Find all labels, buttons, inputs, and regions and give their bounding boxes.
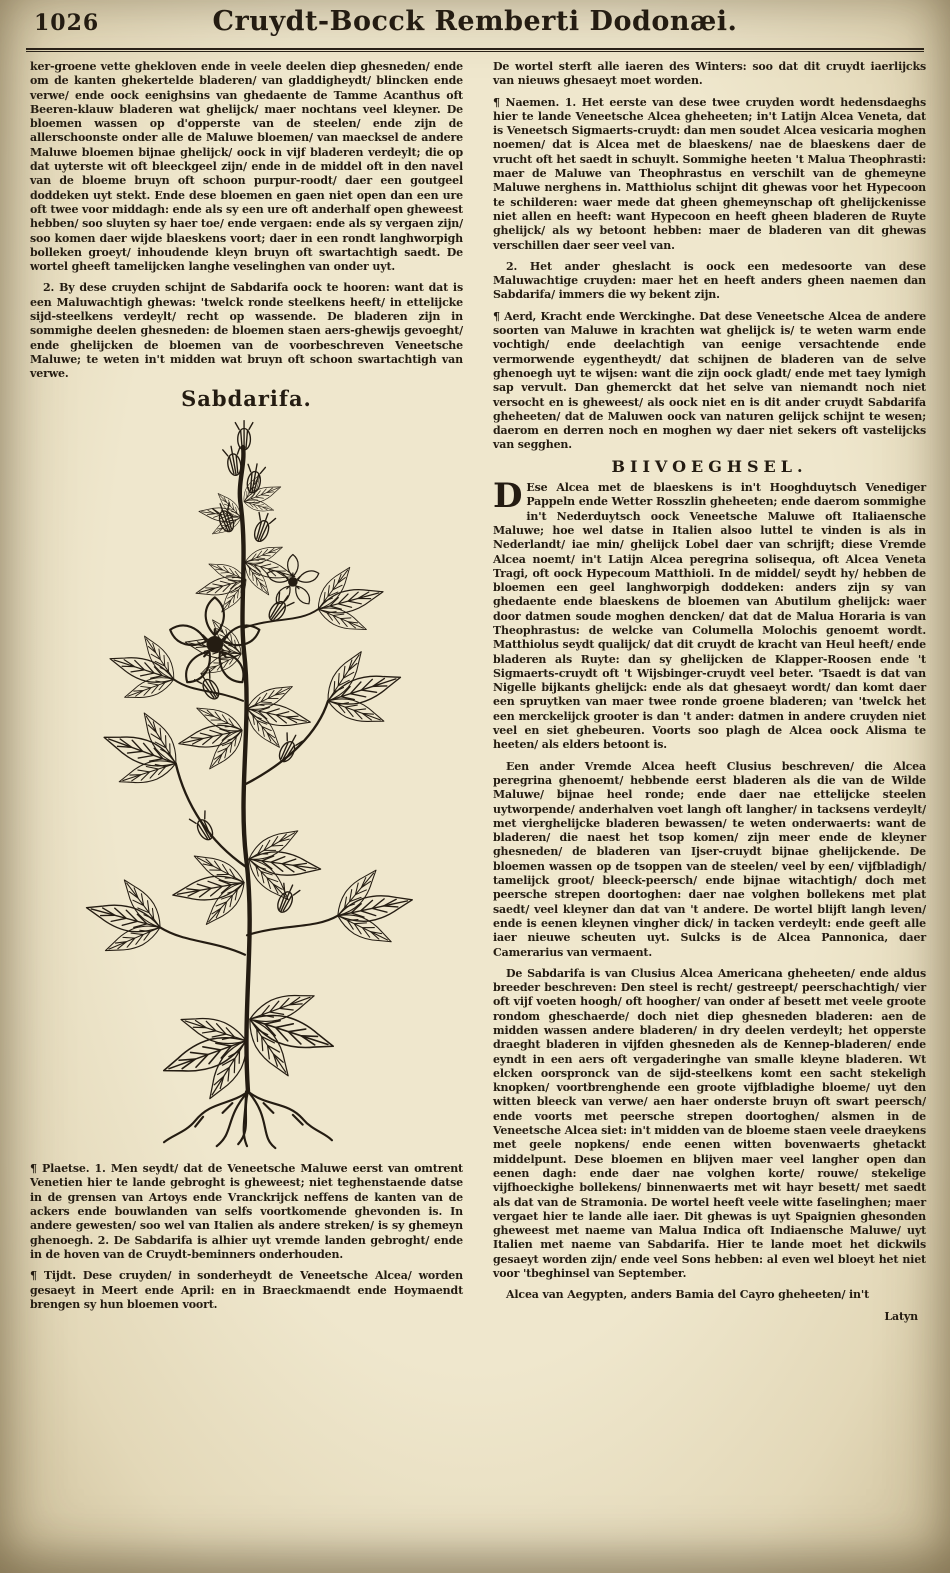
paragraph-last-line: Alcea van Aegypten, anders Bamia del Cayro gheheeten/ in't bbox=[506, 1288, 870, 1302]
paragraph-sabdarifa-description: 2. By dese cruyden schijnt de Sabdarifa oock te hooren: want dat is een Maluwachtigh ghewas: 'twelck ronde steelkens heeft/ in ettelijcke sijd-steelkens verdeylt/ recht op wassende. De bladeren zijn in sommighe deelen ghesneden: de bloemen staen aers-ghewijs gevoeght/ ende ghelijcken de bloemen van de voorbeschreven Veneetsche Maluwe; te weten in't midden wat bruyn oft schoon swartachtigh van verwe. bbox=[30, 281, 463, 381]
page-header bbox=[0, 0, 950, 46]
figure-caption: Sabdarifa. bbox=[181, 385, 312, 411]
left-column bbox=[30, 60, 463, 1324]
right-column bbox=[493, 60, 926, 1324]
page-number: 1026 bbox=[34, 10, 100, 36]
bijvoeghsel-heading: BIIVOEGHSEL. bbox=[611, 456, 808, 476]
paragraph-description-continued: ker-groene vette ghekloven ende in veele deelen diep ghesneden/ ende om de kanten ghekertelde bladeren/ van gladdigheydt/ blincken ende verwe/ ende oock eenighsins van ghedaente de Tamme Acanthus oft Beeren-klauw bladeren wat ghelijck/ maer nochtans veel kleyner. De bloemen wassen op d'opperste van de steelen/ ende zijn de allerschoonste onder alle de Maluwe bloemen/ van maecksel de andere Maluwe bloemen bijnae ghelijck/ oock in vijf bladeren verdeylt; die op dat uyterste wit oft bleeckgeel zijn/ ende in de middel oft in den navel van de bloeme bruyn oft schoon purpur-roodt/ daer een goutgeel doddeken uyt stekt. Ende dese bloemen en gaen niet open dan een ure oft twee voor middagh: ende als sy een ure oft anderhalf open gheweest hebben/ soo sluyten sy haer toe/ ende vergaen: ende als sy vergaen zijn/ soo komen daer wijde blaeskens voort; daer in een rondt langhworpigh bolleken groeyt/ inhoudende kleyn bruyn oft swartachtigh saedt. De wortel gheeft tamelijcken langhe veselinghen van onder uyt. bbox=[30, 60, 463, 274]
bijvoeghsel-1-text: Ese Alcea met de blaeskens is in't Hooghduytsch Venediger Pappeln ende Wetter Rosszlin gheheeten; ende daerom sommighe in't Nederduytsch oock Veneetsche Maluwe oft Italiaensche Maluwe; hoe wel datse in Italien alsoo luttel te vinden is als in Nederlandt/ iae min/ ghelijck Lobel daer van schrijft; diese Vremde Alcea noemt/ in't Latijn Alcea peregrina solisequa, oft Alcea Veneta Tragi, oft oock Hypecoum Matthioli. In de middel/ seydt hy/ hebben de bloemen een geel langhworpigh doddeken: anders zijn sy van ghedaente ende blaeskens de bloemen van Abutilum ghelijck: waer door datmen soude moghen dencken/ dat dat de Malua Horaria is van Theophrastus: de welcke van Columella Molochis genoemt wordt. Matthiolus seydt qualijck/ dat dit cruydt de kracht van Heul heeft/ ende bladeren als Ruyte: dan sy ghelijcken de Klapper-Roosen ende 't Sigmaerts-cruydt oft 't Wijsbinger-cruydt veel beter. 'Tsaedt is dat van Nigelle bijkants ghelijck: ende als dat ghesaeyt wordt/ dan komt daer een spruytken van maer twee ronde groene bladeren; van 'twelck het een merckelijck grooter is dan 't ander: datmen in andere cruyden niet veel en siet ghebeuren. Voorts soo plagh de Alcea oock Alisma te heeten/ als elders betoont is. bbox=[493, 481, 926, 752]
paragraph-aerd-kracht: ¶ Aerd, Kracht ende Werckinghe. Dat dese Veneetsche Alcea de andere soorten van Maluwe in krachten wat ghelijck is/ te weten warm ende vochtigh/ ende deelachtigh van eenige versachtende ende vermorwende eygentheydt/ dat schijnen de bladeren van de selve ghenoegh uyt te wijsen: want die zijn oock gladt/ ende met taey lymigh sap vervult. Dan ghemerckt dat het selve van niemandt noch niet versocht en is gheweest/ als oock niet en is dit ander cruydt Sabdarifa gheheeten/ dat de Maluwen oock van naturen gelijck schijnt te wesen; daerom en derren noch en moghen wy daer niet sekers oft vastelijcks van segghen. bbox=[493, 309, 926, 452]
sabdarifa-woodcut bbox=[30, 408, 463, 1154]
paragraph-bijvoeghsel-1 bbox=[493, 476, 926, 753]
paragraph-bijvoeghsel-2: Een ander Vremde Alcea heeft Clusius beschreven/ die Alcea peregrina ghenoemt/ hebbende eerst bladeren als die van de Wilde Maluwe/ bijnae heel ronde; ende daer nae ettelijcke steelen uytworpende/ anderhalven voet langh oft langher/ in tacksens verdeylt/ met vierghelijcke bladeren bewassen/ te weten onderwaerts: want de bladeren/ die naest het tsop komen/ zijn meer ende de kleyner ghesneden/ de bladeren van Ijser-cruydt bijnae ghelijckende. De bloemen wassen op de tsoppen van de steelen/ veel by een/ vijfbladigh/ tamelijck groot/ bleeck-peersch/ ende bijnae witachtigh/ doch met peersche strepen doortoghen: daer nae volghen bollekens met plat saedt/ veel kleyner dan dat van 't andere. De wortel blijft langh leven/ ende is eenen kleynen vingher dick/ in tacken verdeylt: ende geeft alle iaer nieuwe scheuten uyt. Sulcks is de Alcea Pannonica, daer Camerarius van vermaent. bbox=[493, 759, 926, 959]
catchword: Latyn bbox=[884, 1309, 918, 1323]
header-rule bbox=[26, 48, 924, 52]
paragraph-bijvoeghsel-3: De Sabdarifa is van Clusius Alcea Americana gheheeten/ ende aldus breeder beschreven: Den steel is recht/ gestreept/ peerschachtigh/ vier oft vijf voeten hoogh/ oft hoogher/ van onder af besett met veele groote rondom gheschaerde/ doch niet diep ghesneden bladeren: aen de midden wassen andere bladeren/ in dry deelen verdeylt; het opperste draeght bladeren in vijfden ghesneden als de Kennep-bladeren/ ende eyndt in een aers oft vergaderinghe van smalle kleyne bladeren. Wt elcken oorspronck van de sijd-steelkens komt een sacht stekeligh knopken/ voortbrenghende een groote vijfbladighe bloeme/ uyt den witten bleeck van verwe/ aen haer onderste bruyn oft swart peersch/ ende voorts met peersche strepen doortoghen/ alsmen in de Veneetsche Alcea siet: in't midden van de bloeme staen veele draeykens met geele nopkens/ ende eenen witten bovenwaerts ghetackt middelpunt. Dese bloemen en blijven maer veel langher open dan eenen dagh: ende daer nae volghen korte/ rouwe/ stekelige vijfhoeckighe bollekens/ binnenwaerts met wit hayr besett/ met saedt als dat van de Stramonia. De wortel heeft veele witte faselinghen; maer vergaet hier te lande alle iaer. Dit ghewas is uyt Spaignien ghesonden gheweest met naeme van Malua Indica oft Indiaensche Maluwe/ uyt Italien met naeme van Sabdarifa. Hier te lande moet het dickwils gesaeyt worden zijn/ ende veel Sons hebben: al even wel bloeyt het niet voor 'tbeghinsel van September. bbox=[493, 966, 926, 1281]
page-title: Cruydt-Bocck Remberti Dodonæi. bbox=[212, 6, 738, 37]
paragraph-wortel-intro: De wortel sterft alle iaeren des Winters: soo dat dit cruydt iaerlijcks van nieuws ghesaeyt moet worden. bbox=[493, 60, 926, 88]
paragraph-naemen-2: 2. Het ander gheslacht is oock een medesoorte van dese Maluwachtige cruyden: maer het en heeft anders gheen naemen dan Sabdarifa/ immers die wy bekent zijn. bbox=[493, 259, 926, 302]
text-columns bbox=[0, 60, 950, 1324]
plant-illustration-svg bbox=[37, 408, 457, 1150]
paragraph-plaetse: ¶ Plaetse. 1. Men seydt/ dat de Veneetsche Maluwe eerst van omtrent Venetien hier te lande gebroght is gheweest; niet teghenstaende datse in de grensen van Artoys ende Vranckrijck neffens de kanten van de ackers ende bouwlanden van selfs voortkomende ghevonden is. In andere gewesten/ soo wel van Italien als andere streken/ is sy ghemeyn ghenoegh. 2. De Sabdarifa is alhier uyt vremde landen gebroght/ ende in de hoven van de Cruydt-beminners onderhouden. bbox=[30, 1162, 463, 1261]
paragraph-tijdt: ¶ Tijdt. Dese cruyden/ in sonderheydt de Veneetsche Alcea/ worden gesaeyt in Meert ende April: en in Braeckmaendt ende Hoymaendt brengen sy hun bloemen voort. bbox=[30, 1269, 463, 1311]
paragraph-naemen: ¶ Naemen. 1. Het eerste van dese twee cruyden wordt hedensdaeghs hier te lande Veneetsche Alcea gheheeten; in't Latijn Alcea Veneta, dat is Veneetsch Sigmaerts-cruydt: dan men soudet Alcea vesicaria moghen noemen/ dat is Alcea met de blaeskens/ nae de blaeskens daer de vrucht oft het saedt in schuylt. Sommighe heeten 't Malua Theophrasti: maer de Maluwe van Theophrastus en verschilt van de ghemeyne Maluwe nerghens in. Matthiolus schijnt dit ghewas voor het Hypecoon te schilderen: waer mede dat gheen ghemeynschap oft ghelijckenisse niet allen en heeft: want Hypecoon en heeft gheen bladeren de Ruyte ghelijck/ als wy betoont hebben: maer de bladeren van dit ghewas verschillen daer seer veel van. bbox=[493, 95, 926, 252]
drop-cap-initial: D bbox=[493, 476, 523, 517]
